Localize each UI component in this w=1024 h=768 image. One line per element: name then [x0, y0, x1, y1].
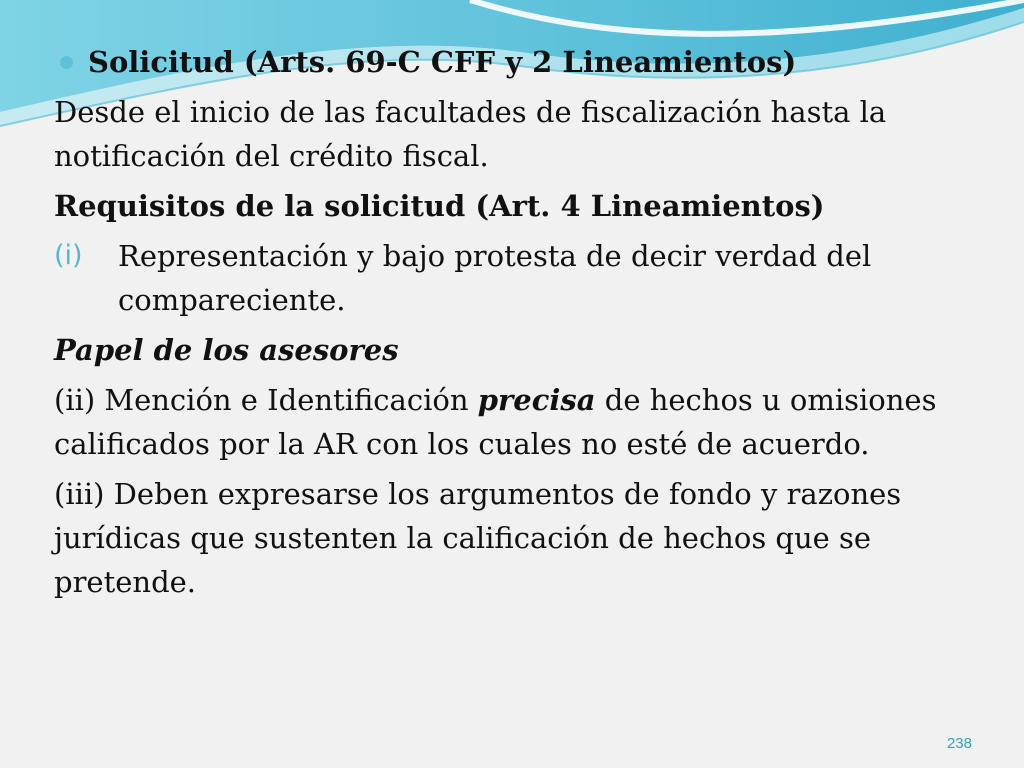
- paragraph-item-iii: (iii) Deben expresarse los argumentos de fondo y razones jurídicas que sustenten la calificación de hechos que se pretende.: [54, 477, 902, 599]
- item-i-marker: (i): [54, 240, 83, 271]
- bullet-solicitud: [54, 40, 974, 84]
- heading-requisitos: [54, 184, 974, 228]
- bullet-solicitud-bold: Solicitud: [88, 45, 234, 79]
- slide-body: [54, 40, 974, 610]
- requisitos-bold: Requisitos de la solicitud: [54, 189, 466, 223]
- bullet-dot-icon: [60, 56, 73, 69]
- page-number: 238: [946, 735, 972, 752]
- item-ii-before: (ii) Mención e Identificación: [54, 383, 478, 417]
- paragraph-item-ii: [54, 378, 974, 466]
- item-ii-emphasis: precisa: [477, 383, 596, 417]
- item-i-text: Representación y bajo protesta de decir verdad del compareciente.: [118, 239, 872, 317]
- bullet-solicitud-rest: (Arts. 69-C CFF y 2 Lineamientos): [233, 45, 797, 79]
- paragraph-desde: Desde el inicio de las facultades de fiscalización hasta la notificación del crédito fiscal.: [54, 95, 887, 173]
- requisitos-rest: (Art. 4 Lineamientos): [465, 189, 825, 223]
- item-i: [54, 234, 974, 322]
- item-ii-after: de hechos u omisiones calificados por la AR con los cuales no esté de acuerdo.: [54, 383, 937, 461]
- heading-papel: Papel de los asesores: [54, 333, 399, 367]
